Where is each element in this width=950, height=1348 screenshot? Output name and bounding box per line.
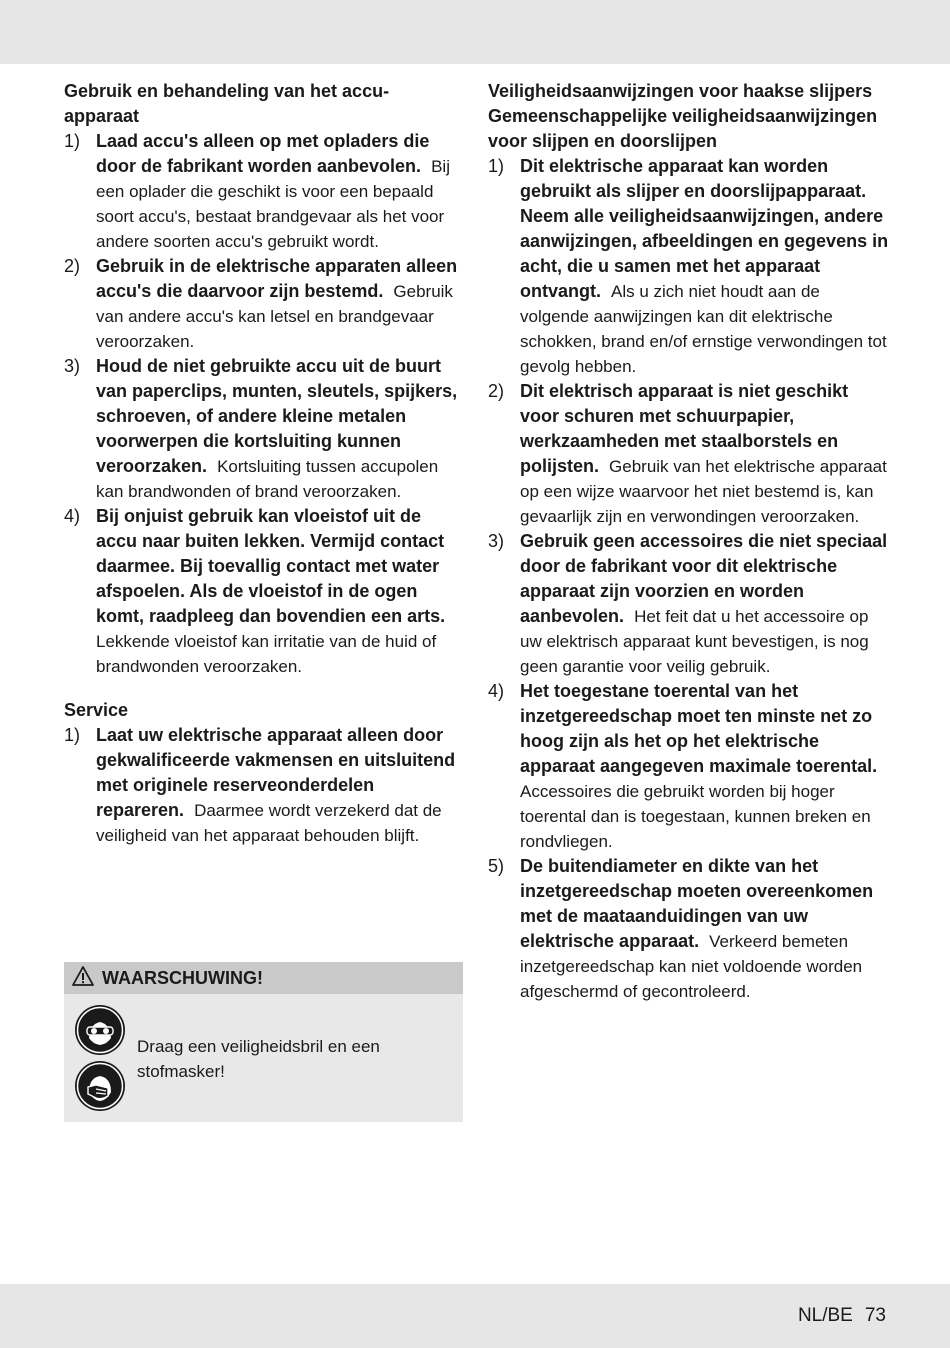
warning-box xyxy=(64,962,463,1122)
item-number: 1) xyxy=(64,725,81,745)
item-number: 2) xyxy=(488,381,505,401)
item-number: 3) xyxy=(64,356,81,376)
item-bold-text: Dit elektrisch apparaat is niet geschikt voor schuren met schuurpapier, werkzaamheden met staalborstels en polijsten. xyxy=(520,381,849,476)
item-text: Bij een oplader die geschikt is voor een bepaald soort accu's, bestaat brandgevaar als het voor andere soorten accu's gebruikt wordt. xyxy=(96,157,450,251)
item-bold-text: Gebruik geen accessoires die niet speciaal door de fabrikant voor dit elektrische apparaat zijn voorzien en worden aanbevolen. xyxy=(520,531,888,626)
section-heading-common-safety: Gemeenschappelijke veiligheidsaanwijzingen voor slijpen en doorslijpen xyxy=(488,106,878,151)
item-bold-text: Houd de niet gebruikte accu uit de buurt van paperclips, munten, sleutels, spijkers, schroeven, of andere kleine metalen voorwerpen die kortsluiting kunnen veroorzaken. xyxy=(96,356,458,476)
page-number: 73 xyxy=(864,1305,886,1326)
item-bold-text: Bij onjuist gebruik kan vloeistof uit de accu naar buiten lekken. Vermijd contact daarmee. Bij toevallig contact met water afspoelen. Als de vloeistof in de ogen komt, raadpleeg dan bovendien een arts. xyxy=(96,506,446,626)
item-number: 5) xyxy=(488,856,505,876)
item-bold-text: Het toegestane toerental van het inzetgereedschap moet ten minste net zo hoog zijn als het op het elektrische apparaat aangegeven maximale toerental. xyxy=(520,681,878,776)
warning-title: WAARSCHUWING! xyxy=(102,967,263,988)
item-bold-text: Laad accu's alleen op met opladers die door de fabrikant worden aanbevolen. xyxy=(96,131,430,176)
language-code: NL/BE xyxy=(797,1305,853,1326)
list-item xyxy=(64,254,464,354)
safety-goggles-icon xyxy=(74,1004,126,1056)
section-heading-battery-use: Gebruik en behandeling van het accu-apparaat xyxy=(64,81,390,126)
list-item xyxy=(488,379,890,529)
warning-text: Draag een veiligheidsbril en een stofmasker! xyxy=(137,1037,380,1081)
item-text: Accessoires die gebruikt worden bij hoger toerental dan is toegestaan, kunnen breken en rondvliegen. xyxy=(520,782,871,851)
item-bold-text: Dit elektrische apparaat kan worden gebruikt als slijper en doorslijpapparaat. Neem alle veiligheidsaanwijzingen, andere aanwijzingen, afbeeldingen en gegevens in acht, die u samen met het apparaat ontvangt. xyxy=(520,156,889,301)
page-footer xyxy=(798,1305,886,1327)
list-item xyxy=(64,129,464,254)
top-bar xyxy=(0,0,950,64)
item-text: Kortsluiting tussen accupolen kan brandwonden of brand veroorzaken. xyxy=(96,457,439,501)
item-text: Lekkende vloeistof kan irritatie van de huid of brandwonden veroorzaken. xyxy=(96,632,437,676)
item-text: Als u zich niet houdt aan de volgende aanwijzingen kan dit elektrische schokken, brand en/of ernstige verwondingen tot gevolg hebben. xyxy=(520,282,887,376)
item-bold-text: Laat uw elektrische apparaat alleen door gekwalificeerde vakmensen en uitsluitend met originele reserveonderdelen repareren. xyxy=(96,725,456,820)
item-number: 1) xyxy=(64,131,81,151)
warning-header xyxy=(64,962,463,994)
list-item xyxy=(64,504,464,679)
list-item xyxy=(488,529,890,679)
item-text: Gebruik van andere accu's kan letsel en brandgevaar veroorzaken. xyxy=(96,282,453,351)
item-text: Daarmee wordt verzekerd dat de veiligheid van het apparaat behouden blijft. xyxy=(96,801,442,845)
list-item xyxy=(488,854,890,1004)
right-column xyxy=(488,79,890,1004)
left-column xyxy=(64,79,464,848)
item-number: 2) xyxy=(64,256,81,276)
item-number: 3) xyxy=(488,531,505,551)
item-number: 4) xyxy=(488,681,505,701)
item-number: 4) xyxy=(64,506,81,526)
list-item xyxy=(64,723,464,848)
warning-icons xyxy=(74,1004,126,1116)
item-bold-text: Gebruik in de elektrische apparaten alleen accu's die daarvoor zijn bestemd. xyxy=(96,256,458,301)
section-heading-grinder-safety: Veiligheidsaanwijzingen voor haakse slijpers xyxy=(488,81,873,101)
item-text: Gebruik van het elektrische apparaat op een wijze waarvoor het niet bestemd is, kan gevaarlijk zijn en verwondingen veroorzaken. xyxy=(520,457,887,526)
list-item xyxy=(488,154,890,379)
item-text: Het feit dat u het accessoire op uw elektrisch apparaat kunt bevestigen, is nog geen garantie voor veilig gebruik. xyxy=(520,607,869,676)
item-bold-text: De buitendiameter en dikte van het inzetgereedschap moeten overeenkomen met de maataanduidingen van uw elektrische apparaat. xyxy=(520,856,874,951)
list-item xyxy=(64,354,464,504)
dust-mask-icon xyxy=(74,1060,126,1112)
list-item xyxy=(488,679,890,854)
item-number: 1) xyxy=(488,156,505,176)
warning-triangle-icon xyxy=(72,966,94,991)
section-heading-service: Service xyxy=(64,700,129,720)
item-text: Verkeerd bemeten inzetgereedschap kan niet voldoende worden afgeschermd of gecontroleerd. xyxy=(520,932,863,1001)
